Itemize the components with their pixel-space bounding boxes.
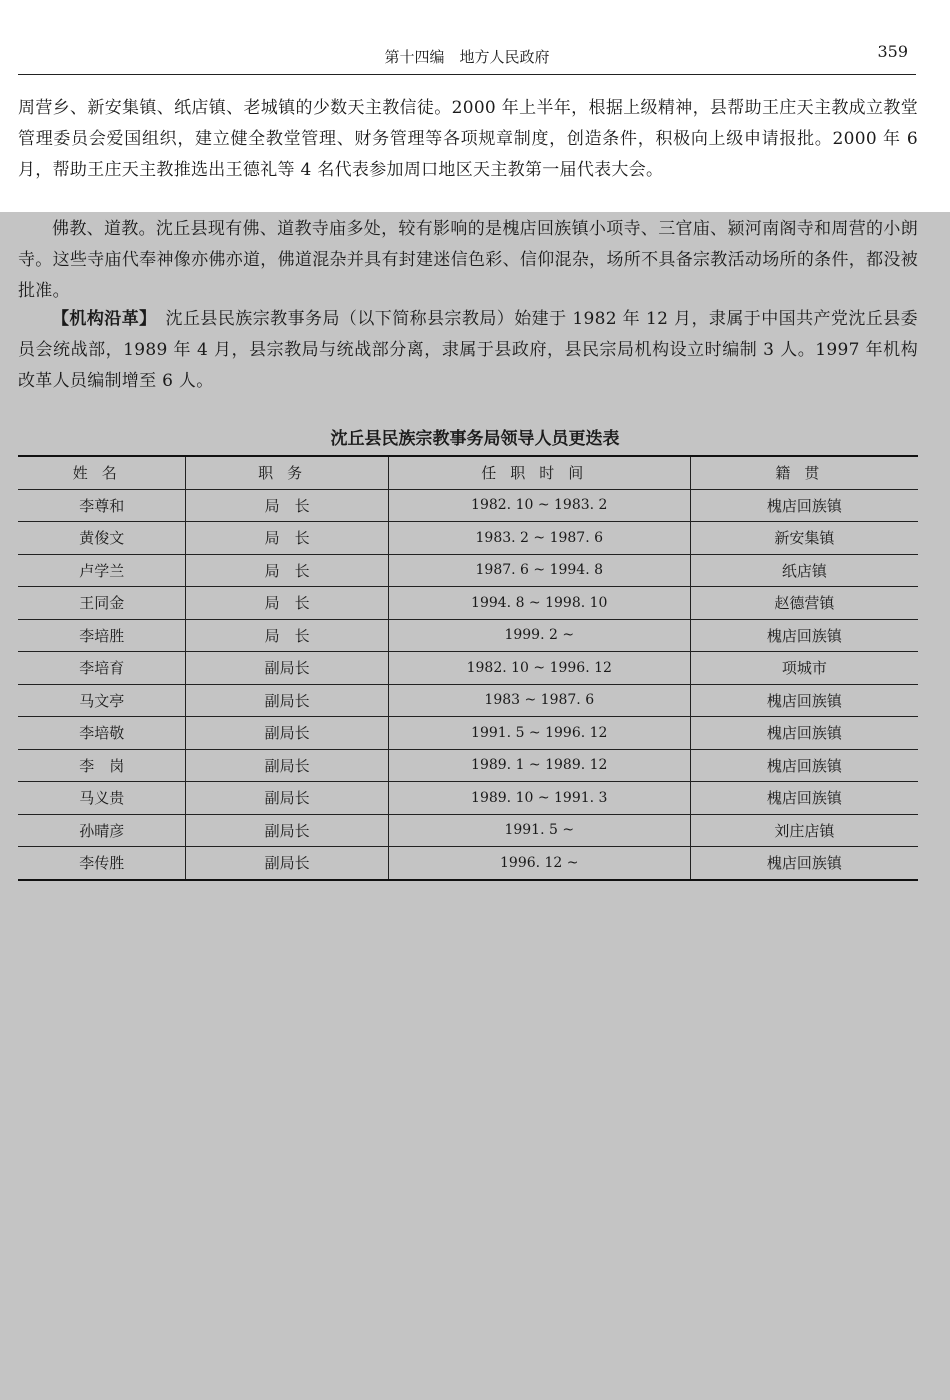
- cell-position: 副局长: [186, 652, 388, 685]
- cell-name: 卢学兰: [18, 554, 186, 587]
- table-row: [18, 782, 918, 815]
- cell-origin: 槐店回族镇: [690, 782, 918, 815]
- table-row: [18, 652, 918, 685]
- cell-position: 副局长: [186, 814, 388, 847]
- cell-name: 李培育: [18, 652, 186, 685]
- table-row: [18, 814, 918, 847]
- cell-term: 1987. 6 ~ 1994. 8: [388, 554, 690, 587]
- cell-origin: 新安集镇: [690, 522, 918, 555]
- table-row: [18, 717, 918, 750]
- running-title: 第十四编 地方人民政府: [384, 48, 550, 66]
- page-header: [18, 40, 916, 75]
- table-row: [18, 619, 918, 652]
- cell-name: 黄俊文: [18, 522, 186, 555]
- cell-name: 王同金: [18, 587, 186, 620]
- cell-position: 局 长: [186, 619, 388, 652]
- paragraph-buddhism-taoism: 佛教、道教。沈丘县现有佛、道教寺庙多处，较有影响的是槐店回族镇小项寺、三官庙、颍河南阁寺和周营的小朗寺。这些寺庙代奉神像亦佛亦道，佛道混杂并具有封建迷信色彩、信仰混杂，场所不具备宗教活动场所的条件，都没被批准。: [18, 219, 918, 301]
- cell-position: 局 长: [186, 587, 388, 620]
- cell-position: 副局长: [186, 684, 388, 717]
- section-body: 沈丘县民族宗教事务局（以下简称县宗教局）始建于 1982 年 12 月，隶属于中国共产党沈丘县委员会统战部，1989 年 4 月，县宗教局与统战部分离，隶属于县政府，县民宗局机构设立时编制 3 人。1997 年机构改革人员编制增至 6 人。: [18, 309, 918, 391]
- table-row: [18, 587, 918, 620]
- cell-origin: 槐店回族镇: [690, 489, 918, 522]
- cell-term: 1989. 10 ~ 1991. 3: [388, 782, 690, 815]
- cell-origin: 项城市: [690, 652, 918, 685]
- cell-position: 副局长: [186, 749, 388, 782]
- cell-term: 1996. 12 ~: [388, 847, 690, 880]
- cell-origin: 槐店回族镇: [690, 619, 918, 652]
- cell-term: 1983. 2 ~ 1987. 6: [388, 522, 690, 555]
- cell-term: 1994. 8 ~ 1998. 10: [388, 587, 690, 620]
- cell-term: 1982. 10 ~ 1996. 12: [388, 652, 690, 685]
- cell-term: 1983 ~ 1987. 6: [388, 684, 690, 717]
- cell-term: 1991. 5 ~ 1996. 12: [388, 717, 690, 750]
- cell-term: 1982. 10 ~ 1983. 2: [388, 489, 690, 522]
- page-number: 359: [877, 42, 908, 61]
- cell-name: 李尊和: [18, 489, 186, 522]
- table-row: [18, 489, 918, 522]
- paragraph-catholic: 周营乡、新安集镇、纸店镇、老城镇的少数天主教信徒。2000 年上半年，根据上级精神，县帮助王庄天主教成立教堂管理委员会爱国组织，建立健全教堂管理、财务管理等各项规章制度，创造条件，积极向上级申请报批。2000 年 6 月，帮助王庄天主教推选出王德礼等 4 名代表参加周口地区天主教第一届代表大会。: [18, 98, 918, 180]
- cell-origin: 赵德营镇: [690, 587, 918, 620]
- section-heading: 【机构沿革】: [52, 309, 149, 329]
- cell-position: 局 长: [186, 522, 388, 555]
- cell-origin: 槐店回族镇: [690, 684, 918, 717]
- header-position: 职务: [186, 456, 388, 489]
- cell-origin: 纸店镇: [690, 554, 918, 587]
- cell-origin: 槐店回族镇: [690, 847, 918, 880]
- cell-term: 1991. 5 ~: [388, 814, 690, 847]
- cell-position: 局 长: [186, 554, 388, 587]
- cell-position: 副局长: [186, 717, 388, 750]
- header-term: 任职时间: [388, 456, 690, 489]
- header-origin: 籍贯: [690, 456, 918, 489]
- table-row: [18, 684, 918, 717]
- cell-name: 李培胜: [18, 619, 186, 652]
- cell-term: 1999. 2 ~: [388, 619, 690, 652]
- cell-name: 马文亭: [18, 684, 186, 717]
- cell-term: 1989. 1 ~ 1989. 12: [388, 749, 690, 782]
- leaders-table: [18, 455, 918, 881]
- cell-position: 副局长: [186, 782, 388, 815]
- header-name: 姓名: [18, 456, 186, 489]
- table-row: [18, 522, 918, 555]
- table-title: 沈丘县民族宗教事务局领导人员更迭表: [330, 429, 620, 449]
- table-row: [18, 554, 918, 587]
- cell-name: 孙晴彦: [18, 814, 186, 847]
- cell-name: 李传胜: [18, 847, 186, 880]
- cell-origin: 槐店回族镇: [690, 717, 918, 750]
- cell-position: 副局长: [186, 847, 388, 880]
- table-header-row: [18, 456, 918, 489]
- cell-origin: 刘庄店镇: [690, 814, 918, 847]
- table-row: [18, 847, 918, 880]
- paragraph-organization-history: [18, 304, 918, 397]
- cell-name: 李 岗: [18, 749, 186, 782]
- cell-origin: 槐店回族镇: [690, 749, 918, 782]
- table-row: [18, 749, 918, 782]
- cell-name: 李培敬: [18, 717, 186, 750]
- cell-name: 马义贵: [18, 782, 186, 815]
- cell-position: 局 长: [186, 489, 388, 522]
